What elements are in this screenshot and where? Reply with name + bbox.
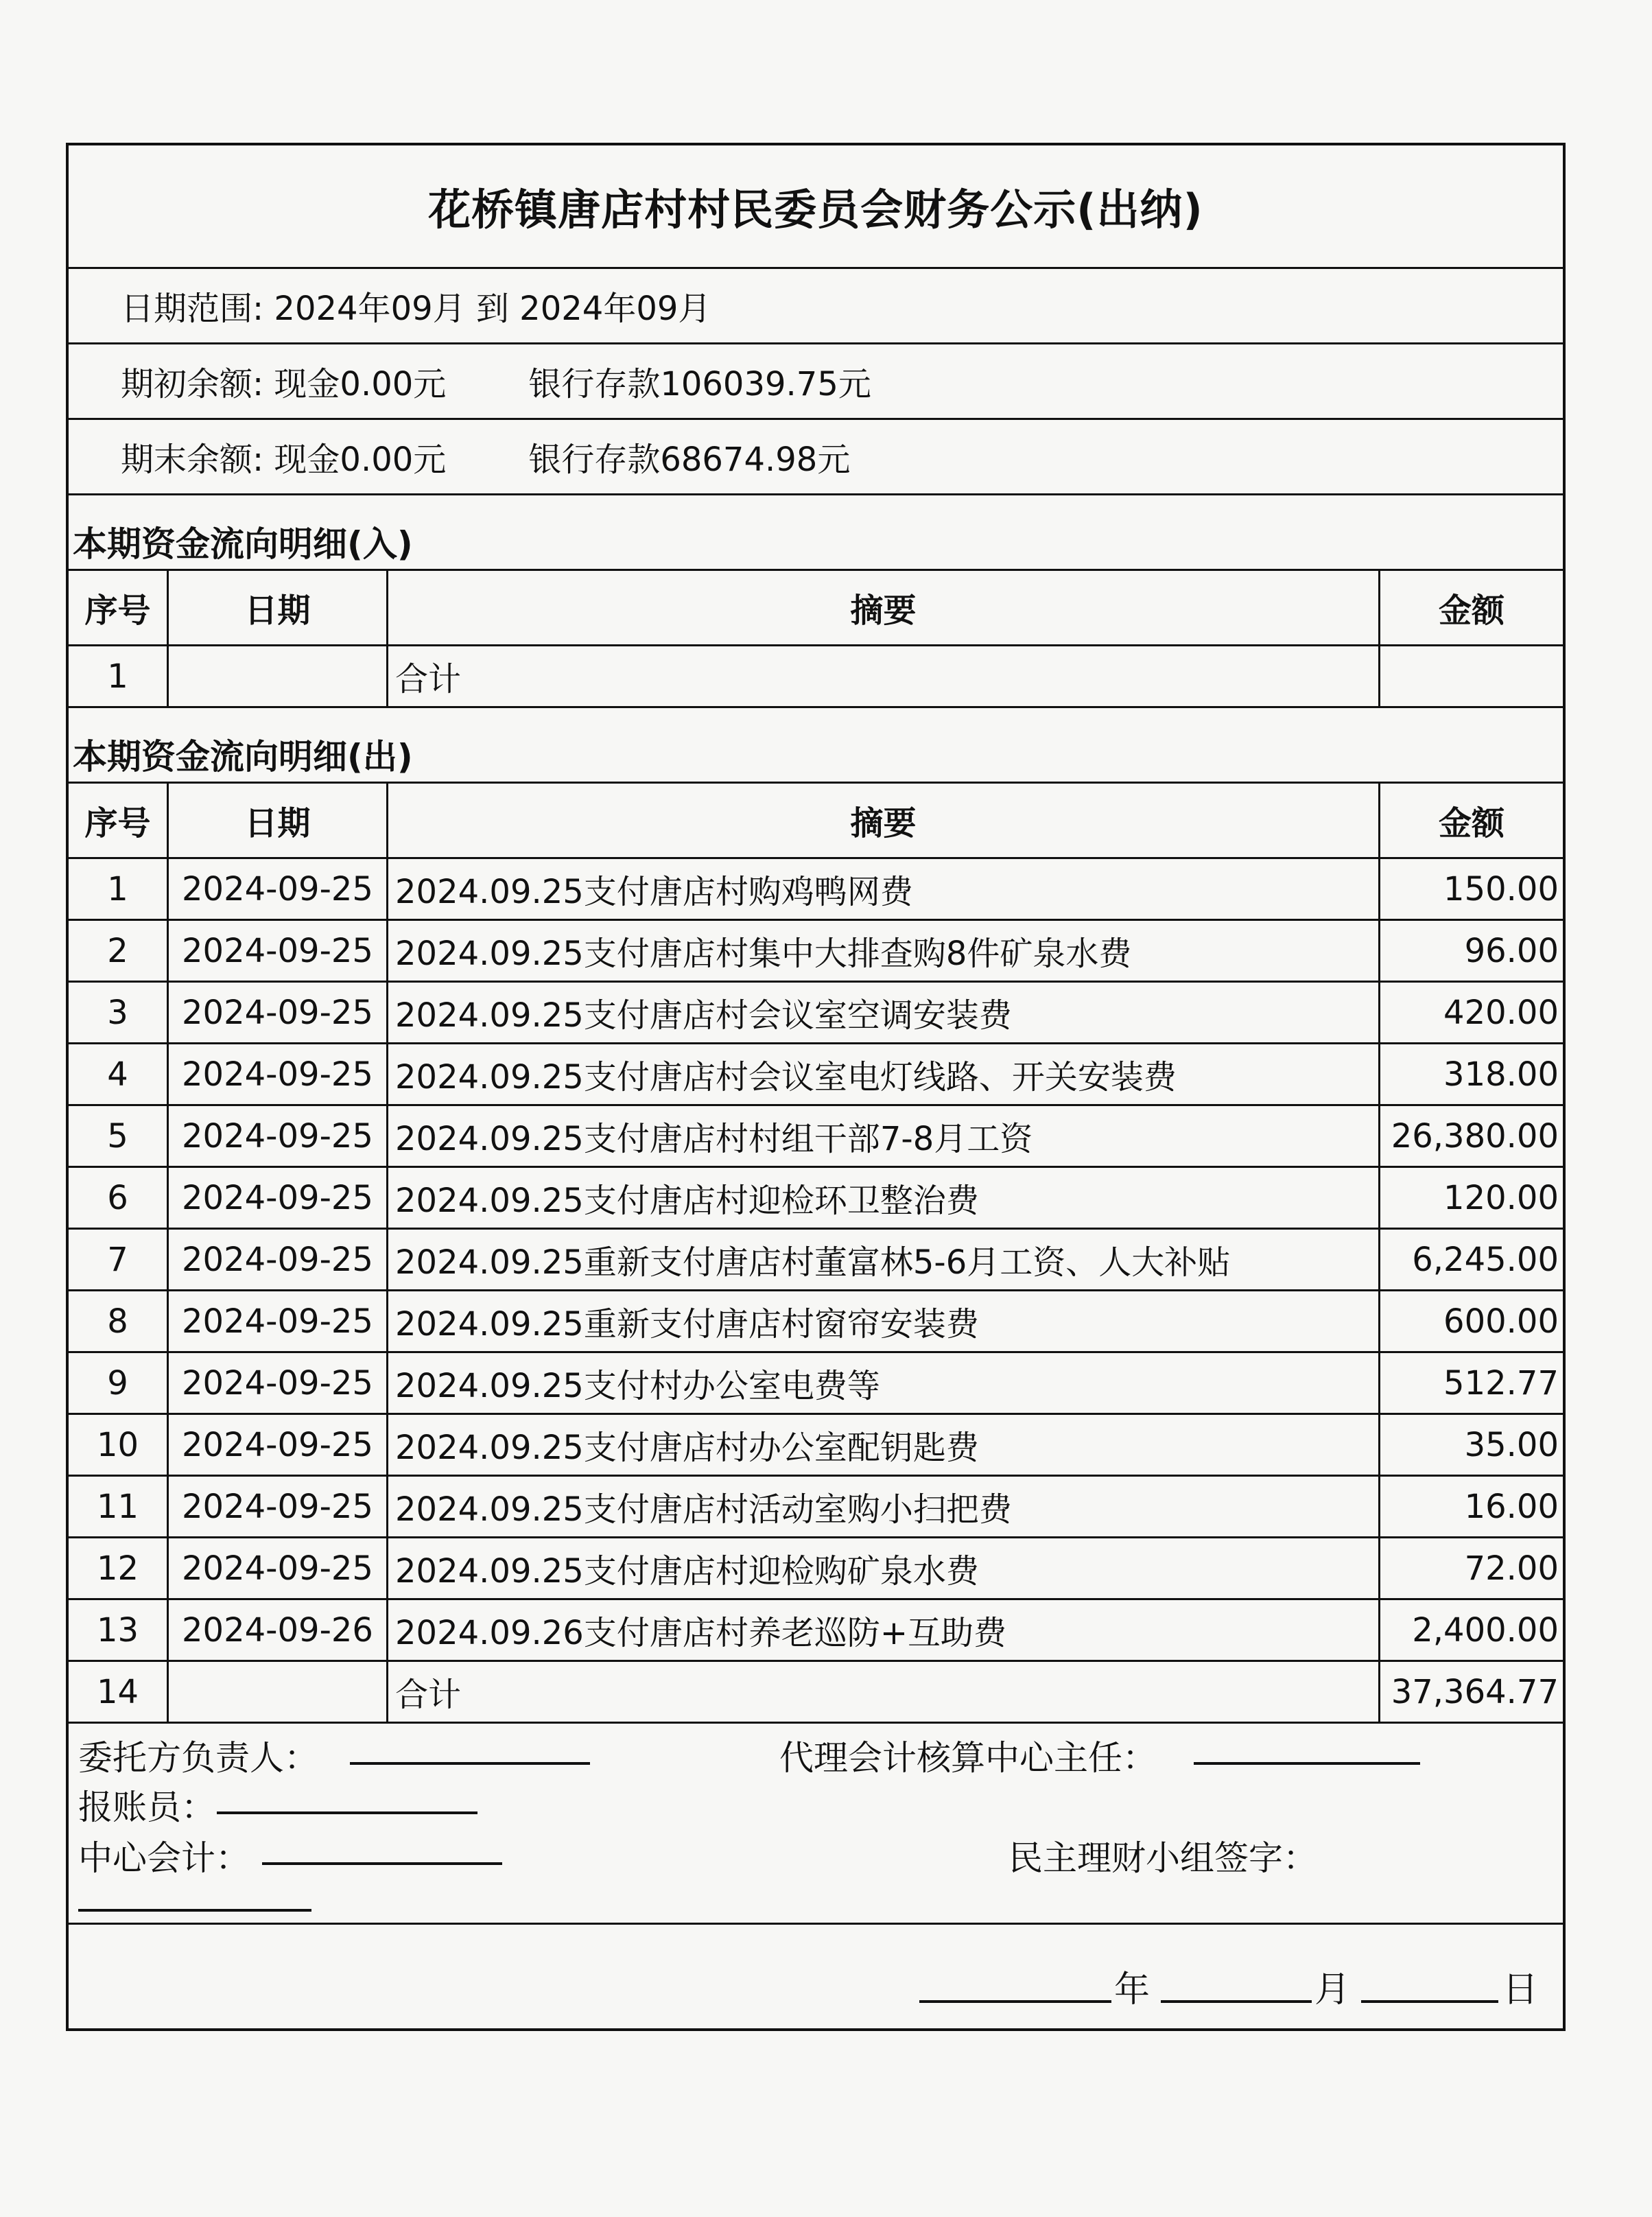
cell-summary: 2024.09.25重新支付唐店村窗帘安装费 [388, 1291, 1380, 1351]
cell-amount [1380, 646, 1563, 706]
extra-signature-line[interactable] [78, 1909, 311, 1912]
cell-summary: 合计 [388, 646, 1380, 706]
cell-seq: 5 [69, 1106, 169, 1166]
month-label: 月 [1314, 1969, 1351, 2010]
table-row [69, 1415, 1563, 1477]
cell-summary: 2024.09.25支付唐店村村组干部7-8月工资 [388, 1106, 1380, 1166]
cell-date: 2024-09-25 [169, 1477, 388, 1536]
reimburser-signature-line[interactable] [217, 1811, 477, 1814]
cell-date: 2024-09-25 [169, 1415, 388, 1475]
closing-balance-row [69, 420, 1563, 495]
cell-seq: 14 [69, 1662, 169, 1722]
title-text: 花桥镇唐店村村民委员会财务公示(出纳) [428, 185, 1203, 235]
cell-seq: 11 [69, 1477, 169, 1536]
cell-summary: 2024.09.25支付唐店村办公室配钥匙费 [388, 1415, 1380, 1475]
cell-summary: 合计 [388, 1662, 1380, 1722]
date-range-row [69, 269, 1563, 344]
cell-amount: 72.00 [1464, 1549, 1559, 1588]
table-row [69, 1600, 1563, 1662]
cell-amount: 35.00 [1464, 1425, 1559, 1464]
header-summary: 摘要 [388, 784, 1380, 857]
day-line[interactable] [1361, 2000, 1498, 2003]
cell-summary: 2024.09.25支付唐店村购鸡鸭网费 [388, 859, 1380, 919]
table-row [69, 1291, 1563, 1353]
cell-summary: 2024.09.25支付唐店村迎检环卫整治费 [388, 1168, 1380, 1228]
table-row [69, 646, 1563, 708]
header-amount: 金额 [1438, 804, 1504, 843]
cell-date: 2024-09-25 [169, 1044, 388, 1104]
cell-date: 2024-09-25 [169, 1230, 388, 1289]
expense-section-title: 本期资金流向明细(出) [69, 708, 1563, 784]
cell-amount: 16.00 [1464, 1487, 1559, 1526]
day-label: 日 [1502, 1969, 1539, 2010]
cell-amount: 6,245.00 [1412, 1240, 1559, 1279]
cell-date: 2024-09-26 [169, 1600, 388, 1660]
opening-cash: 期初余额: 现金0.00元 [121, 365, 447, 403]
opening-bank: 银行存款106039.75元 [528, 365, 871, 403]
cell-amount: 120.00 [1443, 1178, 1559, 1217]
cell-summary: 2024.09.25支付村办公室电费等 [388, 1353, 1380, 1413]
cell-amount: 96.00 [1464, 931, 1559, 970]
center-accountant-label: 中心会计： [78, 1838, 250, 1878]
expense-table-body [69, 859, 1563, 1724]
cell-amount: 420.00 [1443, 993, 1559, 1032]
cell-amount: 2,400.00 [1412, 1610, 1559, 1650]
cell-seq: 12 [69, 1538, 169, 1598]
table-row [69, 1230, 1563, 1291]
cell-amount: 318.00 [1443, 1055, 1559, 1094]
table-row [69, 1353, 1563, 1415]
cell-seq: 8 [69, 1291, 169, 1351]
agency-director-signature-line[interactable] [1194, 1762, 1420, 1765]
cell-amount: 600.00 [1443, 1302, 1559, 1341]
client-head-label: 委托方负责人： [78, 1738, 318, 1778]
table-row [69, 1168, 1563, 1230]
cell-seq: 2 [69, 921, 169, 981]
cell-seq: 13 [69, 1600, 169, 1660]
cell-seq: 9 [69, 1353, 169, 1413]
header-seq: 序号 [69, 571, 169, 644]
cell-summary: 2024.09.25支付唐店村迎检购矿泉水费 [388, 1538, 1380, 1598]
table-row [69, 859, 1563, 921]
year-line[interactable] [919, 2000, 1111, 2003]
income-table-body [69, 646, 1563, 708]
cell-amount: 37,364.77 [1391, 1672, 1559, 1711]
cell-seq: 1 [69, 859, 169, 919]
cell-seq: 3 [69, 983, 169, 1042]
income-section-title: 本期资金流向明细(入) [69, 495, 1563, 571]
cell-seq: 1 [69, 646, 169, 706]
cell-date: 2024-09-25 [169, 1538, 388, 1598]
cell-summary: 2024.09.26支付唐店村养老巡防+互助费 [388, 1600, 1380, 1660]
date-sign-row [69, 1925, 1563, 2034]
cell-date: 2024-09-25 [169, 983, 388, 1042]
table-row [69, 983, 1563, 1044]
cell-amount: 512.77 [1443, 1363, 1559, 1403]
cell-date: 2024-09-25 [169, 859, 388, 919]
cell-date: 2024-09-25 [169, 921, 388, 981]
table-row [69, 1538, 1563, 1600]
closing-cash: 期末余额: 现金0.00元 [121, 441, 447, 479]
cell-date: 2024-09-25 [169, 1353, 388, 1413]
table-row [69, 1106, 1563, 1168]
client-head-signature-line[interactable] [350, 1762, 590, 1765]
closing-bank: 银行存款68674.98元 [528, 441, 851, 479]
expense-table-header [69, 784, 1563, 859]
header-amount: 金额 [1438, 591, 1504, 630]
document-title [69, 145, 1563, 269]
cell-amount: 26,380.00 [1391, 1116, 1559, 1156]
table-row [69, 921, 1563, 983]
cell-summary: 2024.09.25支付唐店村活动室购小扫把费 [388, 1477, 1380, 1536]
month-line[interactable] [1161, 2000, 1312, 2003]
opening-balance-row [69, 344, 1563, 420]
cell-seq: 6 [69, 1168, 169, 1228]
cell-date [169, 1662, 388, 1722]
income-table-header [69, 571, 1563, 646]
finance-notice-sheet [66, 143, 1566, 2031]
cell-summary: 2024.09.25支付唐店村会议室空调安装费 [388, 983, 1380, 1042]
cell-date: 2024-09-25 [169, 1168, 388, 1228]
table-row [69, 1044, 1563, 1106]
finance-group-label: 民主理财小组签字： [1008, 1838, 1317, 1878]
date-range-text: 日期范围: 2024年09月 到 2024年09月 [121, 290, 711, 328]
cell-summary: 2024.09.25支付唐店村会议室电灯线路、开关安装费 [388, 1044, 1380, 1104]
cell-date [169, 646, 388, 706]
agency-director-label: 代理会计核算中心主任： [779, 1738, 1157, 1778]
cell-date: 2024-09-25 [169, 1291, 388, 1351]
header-date: 日期 [169, 784, 388, 857]
header-summary: 摘要 [388, 571, 1380, 644]
header-seq: 序号 [69, 784, 169, 857]
table-row [69, 1662, 1563, 1724]
signature-block [69, 1724, 1563, 1925]
header-date: 日期 [169, 571, 388, 644]
cell-seq: 7 [69, 1230, 169, 1289]
cell-seq: 4 [69, 1044, 169, 1104]
center-accountant-signature-line[interactable] [262, 1862, 502, 1865]
cell-amount: 150.00 [1443, 869, 1559, 908]
cell-date: 2024-09-25 [169, 1106, 388, 1166]
table-row [69, 1477, 1563, 1538]
reimburser-label: 报账员： [78, 1787, 215, 1827]
cell-summary: 2024.09.25重新支付唐店村董富林5-6月工资、人大补贴 [388, 1230, 1380, 1289]
cell-summary: 2024.09.25支付唐店村集中大排查购8件矿泉水费 [388, 921, 1380, 981]
year-label: 年 [1114, 1969, 1150, 2010]
cell-seq: 10 [69, 1415, 169, 1475]
